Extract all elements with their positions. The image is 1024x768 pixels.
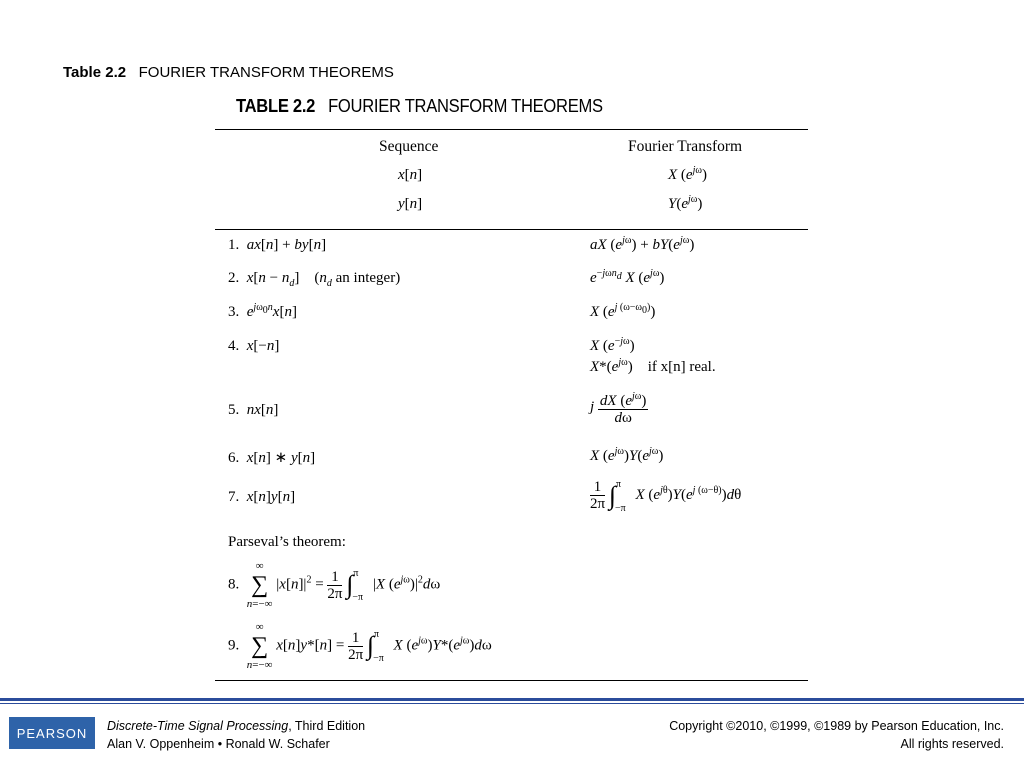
row-7-transform: $\frac{1}{2\pi}$ ∫$^\pi_{-\pi}$ X $(e^{j\theta})Y(e^{j (\omega-\theta)})d\theta$ (590, 478, 742, 514)
book-authors: Alan V. Oppenheim • Ronald W. Schafer (107, 737, 330, 751)
row-2-sequence: 2. $x[n - n_d]$ ($n_d$ an integer) (228, 270, 401, 289)
footer-line (0, 703, 1024, 704)
table-heading-title: FOURIER TRANSFORM THEOREMS (328, 96, 603, 116)
def-sequence-y: y[n] (398, 196, 423, 212)
book-title-line (107, 717, 365, 735)
pearson-logo: PEARSON (9, 717, 95, 749)
column-header-sequence: Sequence (379, 138, 439, 155)
footer-bar (0, 698, 1024, 701)
slide-title (63, 64, 394, 81)
copyright-notice (669, 717, 1004, 753)
row-6-transform: X $(e^{j\omega})Y(e^{j\omega})$ (590, 446, 664, 464)
rights-text: All rights reserved. (900, 737, 1004, 751)
def-transform-y: $Y(e^{j\omega})$ (668, 194, 703, 212)
table-top-rule (215, 129, 808, 130)
row-4-transform: X $(e^{-j\omega})$ (590, 336, 635, 354)
row-5-sequence: 5. nx[n] (228, 402, 279, 418)
parseval-label: Parseval’s theorem: (228, 534, 346, 550)
row-2-transform: $e^{-j\omega n_d}$ X $(e^{j\omega})$ (590, 268, 665, 286)
row-9-parseval: 9. ∞ ∑ n=−∞ x[n]y*[n] = $\frac{1}{2\pi}$ ∫$^\pi_{-\pi}$ X $(e^{j\omega})Y*(e^{j\omega})d\omega$ (228, 621, 492, 671)
row-1-sequence: 1. ax[n] + by[n] (228, 237, 327, 253)
slide-title-label: Table 2.2 (63, 64, 127, 81)
table-heading (236, 96, 603, 117)
row-7-sequence: 7. x[n]y[n] (228, 489, 296, 505)
column-header-transform: Fourier Transform (628, 138, 743, 155)
table-heading-number: TABLE 2.2 (236, 96, 316, 116)
table-header-rule (215, 229, 808, 230)
row-3-sequence: 3. $e^{j\omega_0n}x[n]$ (228, 302, 297, 320)
table-bottom-rule (215, 680, 808, 681)
row-4-transform-conjugate: $X*(e^{j\omega})$ if x[n] real. (590, 357, 716, 375)
book-edition: , Third Edition (288, 719, 366, 733)
row-1-transform: aX $(e^{j\omega}) + bY(e^{j\omega})$ (590, 235, 695, 253)
row-6-sequence: 6. x[n] ∗ y[n] (228, 450, 316, 466)
row-8-parseval: 8. ∞ ∑ n=−∞ $|x[n]|^2$ = $\frac{1}{2\pi}$ ∫$^\pi_{-\pi}$ |X $(e^{j\omega})|^2d\omega$ (228, 560, 441, 610)
slide-title-text: FOURIER TRANSFORM THEOREMS (138, 64, 394, 81)
def-transform-x: X $(e^{j\omega})$ (668, 165, 707, 183)
row-3-transform: X $(e^{j (\omega-\omega_0)})$ (590, 302, 656, 320)
book-info (107, 717, 365, 753)
copyright-text: Copyright ©2010, ©1999, ©1989 by Pearson Education, Inc. (669, 719, 1004, 733)
book-title: Discrete-Time Signal Processing (107, 719, 289, 733)
row-4-condition: if x[n] real. (647, 359, 716, 375)
row-5-transform: j $\frac{dX (e^{j\omega})}{d\omega}$ (590, 391, 647, 426)
row-4-sequence: 4. x[−n] (228, 338, 280, 354)
def-sequence-x: x[n] (398, 167, 423, 183)
